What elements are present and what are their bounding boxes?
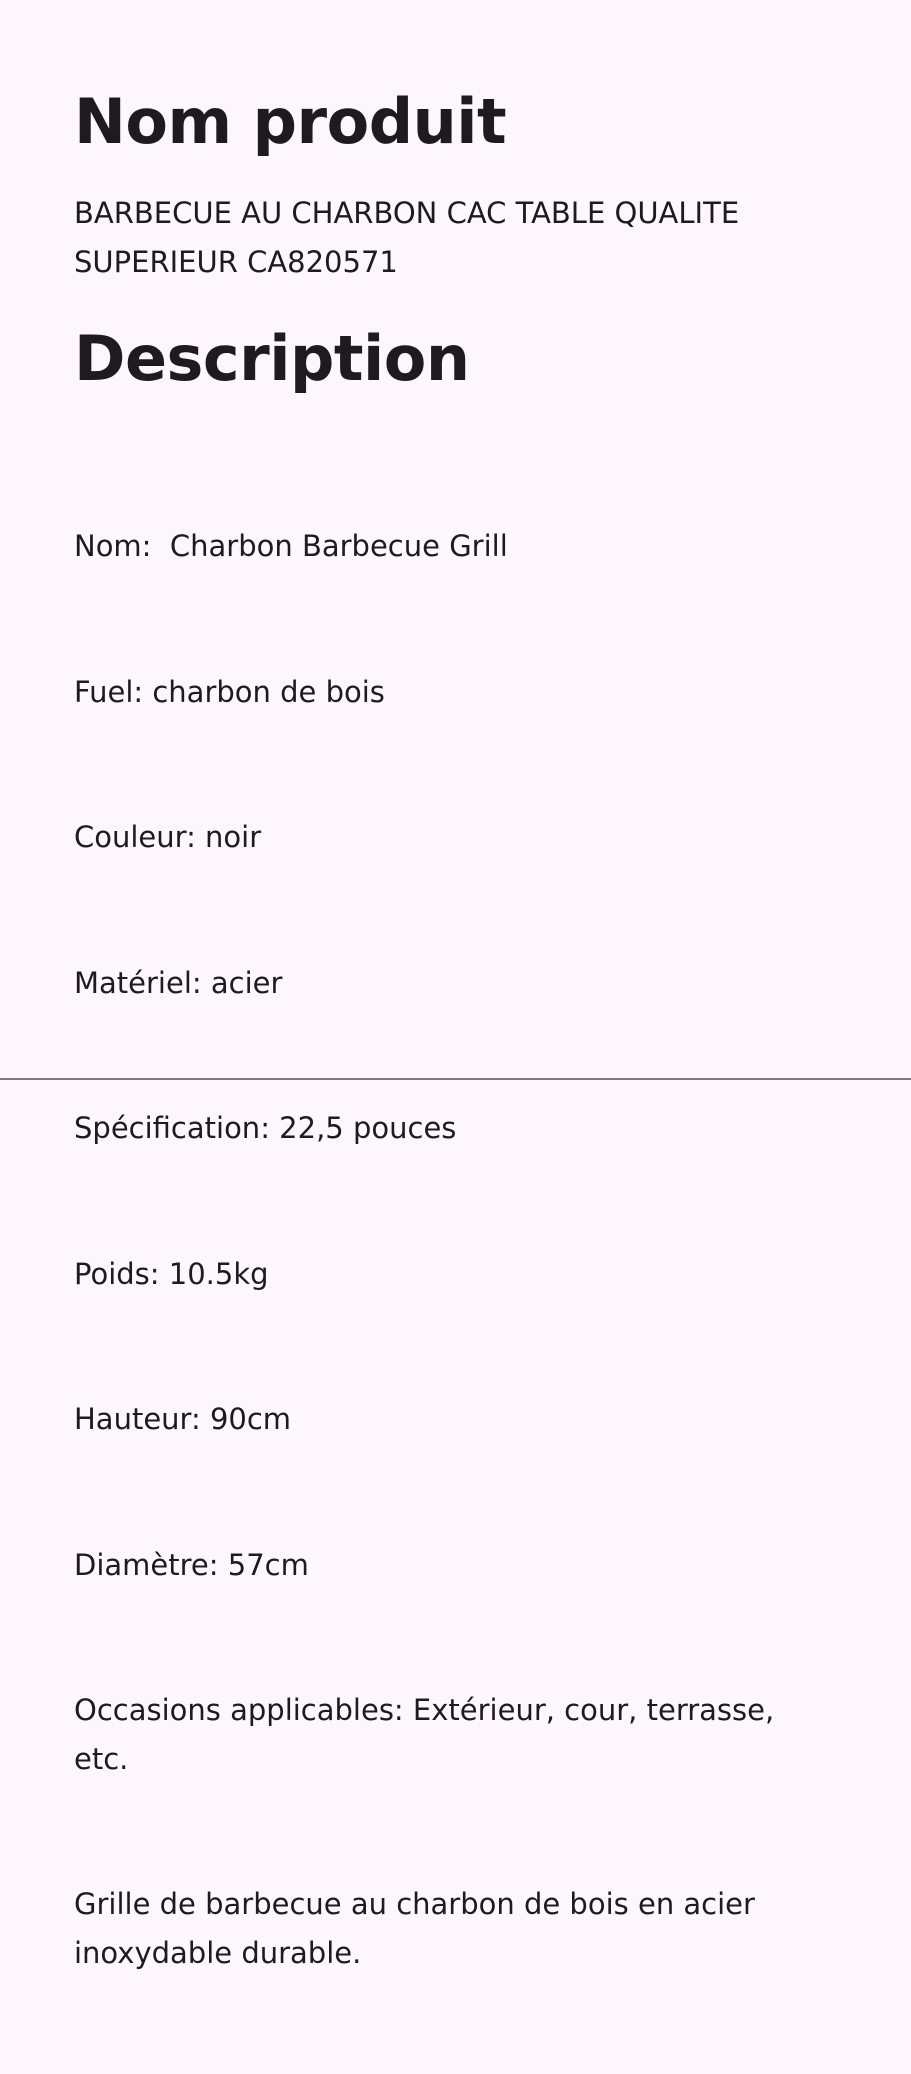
product-name-heading: Nom produit	[74, 85, 507, 158]
description-line: Spécification: 22,5 pouces	[74, 1111, 457, 1145]
description-line: Fuel: charbon de bois	[74, 674, 385, 709]
description-line: Hauteur: 90cm	[74, 1402, 292, 1436]
description-line: Diamètre: 57cm	[74, 1547, 309, 1582]
description-line: Poids: 10.5kg	[74, 1256, 269, 1291]
description-line: Couleur: noir	[74, 820, 262, 854]
description-line: Occasions applicables: Extérieur, cour, terrasse, etc.	[74, 1693, 784, 1776]
description-text	[74, 425, 804, 2074]
description-heading: Description	[74, 322, 470, 395]
description-line: Matériel: acier	[74, 965, 283, 1000]
description-line: Grille de barbecue au charbon de bois en acier inoxydable durable.	[74, 1887, 765, 1970]
product-name-text: BARBECUE AU CHARBON CAC TABLE QUALITE SUPERIEUR CA820571	[74, 196, 740, 279]
description-line: Nom: Charbon Barbecue Grill	[74, 529, 508, 563]
